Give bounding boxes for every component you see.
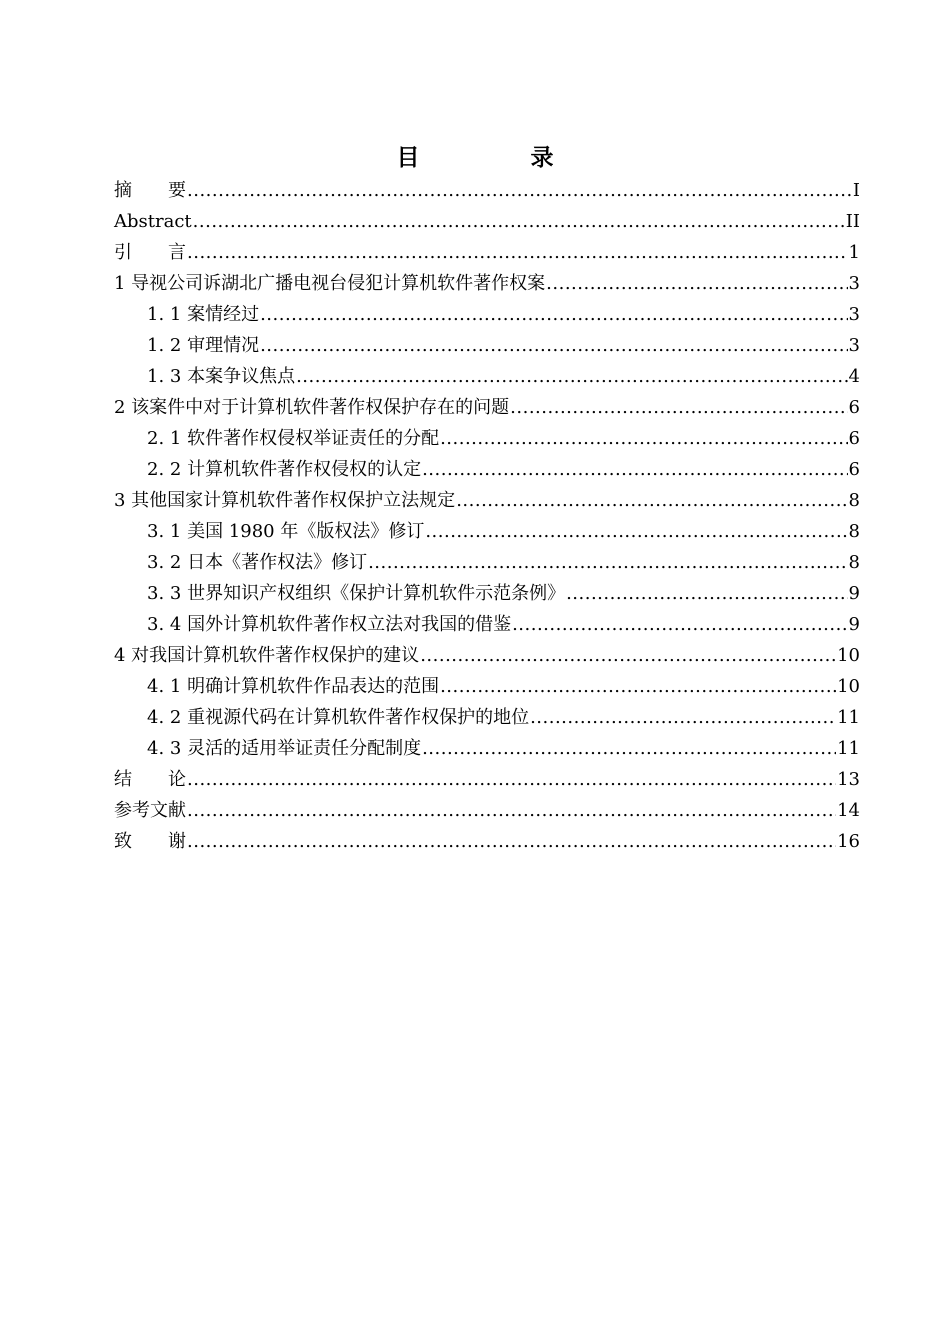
toc-entry-page: 8 xyxy=(848,490,860,511)
toc-entry-page: I xyxy=(852,180,860,201)
toc-entry-page: 3 xyxy=(848,335,860,356)
toc-entry-page: 16 xyxy=(837,831,860,852)
toc-entry-page: 6 xyxy=(848,397,860,418)
toc-entry-page: 3 xyxy=(848,273,860,294)
toc-subentry xyxy=(114,609,860,640)
toc-entry-page: 8 xyxy=(848,521,860,542)
toc-entry-page: 9 xyxy=(848,583,860,604)
toc-subentry xyxy=(114,733,860,764)
toc-entry-page: 11 xyxy=(837,738,860,759)
dot-leader xyxy=(510,392,847,423)
toc-subentry xyxy=(114,454,860,485)
dot-leader xyxy=(422,454,847,485)
dot-leader xyxy=(260,330,847,361)
toc-entry xyxy=(114,764,860,795)
toc-entry-label: 3. 3 世界知识产权组织《保护计算机软件示范条例》 xyxy=(147,583,566,604)
toc-subentry xyxy=(114,516,860,547)
toc-entry xyxy=(114,640,860,671)
toc-entry-label: 结 论 xyxy=(114,769,186,790)
toc-entry-page: 10 xyxy=(837,645,860,666)
toc-entry-label: 2. 1 软件著作权侵权举证责任的分配 xyxy=(147,428,440,449)
toc-entry-page: 6 xyxy=(848,428,860,449)
dot-leader xyxy=(368,547,847,578)
toc-subentry xyxy=(114,671,860,702)
toc-entry-page: 9 xyxy=(848,614,860,635)
toc-entry-page: 4 xyxy=(848,366,860,387)
toc-list xyxy=(114,175,860,857)
toc-entry-page: 8 xyxy=(848,552,860,573)
dot-leader xyxy=(187,795,836,826)
toc-subentry xyxy=(114,423,860,454)
toc-entry-label: 1 导视公司诉湖北广播电视台侵犯计算机软件著作权案 xyxy=(114,273,546,294)
toc-entry xyxy=(114,392,860,423)
toc-subentry xyxy=(114,702,860,733)
toc-entry-label: 3. 1 美国 1980 年《版权法》修订 xyxy=(147,521,425,542)
toc-entry-label: 致 谢 xyxy=(114,831,186,852)
toc-entry-label: 4. 2 重视源代码在计算机软件著作权保护的地位 xyxy=(147,707,530,728)
toc-subentry xyxy=(114,361,860,392)
toc-entry-page: 6 xyxy=(848,459,860,480)
toc-entry-label: 引 言 xyxy=(114,242,186,263)
toc-entry xyxy=(114,826,860,857)
toc-entry-page: 14 xyxy=(837,800,860,821)
toc-subentry xyxy=(114,299,860,330)
toc-entry-label: 3. 4 国外计算机软件著作权立法对我国的借鉴 xyxy=(147,614,512,635)
dot-leader xyxy=(566,578,847,609)
dot-leader xyxy=(296,361,847,392)
toc-entry-page: 1 xyxy=(848,242,860,263)
dot-leader xyxy=(260,299,847,330)
toc-subentry xyxy=(114,547,860,578)
toc-entry-page: 13 xyxy=(837,769,860,790)
toc-entry-page: 11 xyxy=(837,707,860,728)
toc-entry-label: 2 该案件中对于计算机软件著作权保护存在的问题 xyxy=(114,397,510,418)
dot-leader xyxy=(187,826,836,857)
toc-entry-label: 摘 要 xyxy=(114,180,186,201)
toc-entry-page: 10 xyxy=(837,676,860,697)
dot-leader xyxy=(420,640,836,671)
dot-leader xyxy=(425,516,847,547)
dot-leader xyxy=(546,268,847,299)
toc-entry-label: 1. 1 案情经过 xyxy=(147,304,260,325)
toc-entry-label: 2. 2 计算机软件著作权侵权的认定 xyxy=(147,459,422,480)
dot-leader xyxy=(440,671,836,702)
dot-leader xyxy=(193,206,845,237)
toc-entry xyxy=(114,175,860,206)
dot-leader xyxy=(187,237,848,268)
toc-entry-page: II xyxy=(845,211,860,232)
toc-subentry xyxy=(114,578,860,609)
toc-title: 目 录 xyxy=(396,144,598,171)
toc-entry-label: 1. 2 审理情况 xyxy=(147,335,260,356)
toc-entry xyxy=(114,485,860,516)
dot-leader xyxy=(440,423,847,454)
dot-leader xyxy=(512,609,847,640)
toc-entry-label: 4. 1 明确计算机软件作品表达的范围 xyxy=(147,676,440,697)
toc-entry-label: 1. 3 本案争议焦点 xyxy=(147,366,296,387)
dot-leader xyxy=(187,175,852,206)
dot-leader xyxy=(530,702,836,733)
dot-leader xyxy=(187,764,836,795)
toc-entry-page: 3 xyxy=(848,304,860,325)
toc-entry-label: 4 对我国计算机软件著作权保护的建议 xyxy=(114,645,420,666)
toc-entry xyxy=(114,206,860,237)
toc-entry xyxy=(114,237,860,268)
toc-entry-label: 参考文献 xyxy=(114,800,186,821)
toc-subentry xyxy=(114,330,860,361)
toc-entry-label: Abstract xyxy=(114,211,192,232)
dot-leader xyxy=(456,485,847,516)
toc-entry-label: 4. 3 灵活的适用举证责任分配制度 xyxy=(147,738,422,759)
toc-entry xyxy=(114,268,860,299)
toc-entry-label: 3. 2 日本《著作权法》修订 xyxy=(147,552,368,573)
dot-leader xyxy=(422,733,836,764)
toc-entry-label: 3 其他国家计算机软件著作权保护立法规定 xyxy=(114,490,456,511)
toc-entry xyxy=(114,795,860,826)
